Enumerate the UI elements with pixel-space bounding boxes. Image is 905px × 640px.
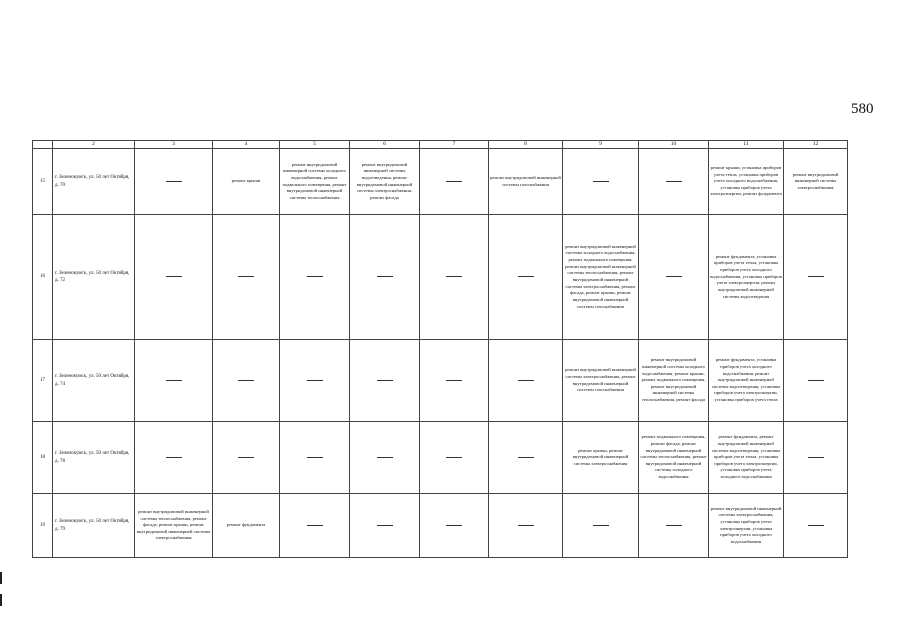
- dash-mark: [518, 525, 534, 526]
- empty-cell-dash: [280, 215, 350, 340]
- empty-cell-dash: [135, 215, 213, 340]
- work-cell: ремонт внутридомовой инженерной системы холодного водоснабжения, ремонт крыши, ремонт подвального помещения, ремонт внутридомовой инженерной системы теплоснабжения, ремонт фасада: [639, 340, 709, 422]
- column-header: 7: [420, 141, 489, 149]
- dash-mark: [307, 525, 323, 526]
- scan-edge-mark: [0, 594, 2, 606]
- empty-cell-dash: [784, 422, 848, 494]
- row-number: 15: [33, 149, 53, 215]
- empty-cell-dash: [135, 340, 213, 422]
- dash-mark: [446, 457, 462, 458]
- empty-cell-dash: [420, 149, 489, 215]
- table-row: [33, 215, 848, 340]
- empty-cell-dash: [784, 494, 848, 558]
- dash-mark: [808, 380, 824, 381]
- dash-mark: [518, 276, 534, 277]
- dash-mark: [377, 457, 393, 458]
- empty-cell-dash: [639, 149, 709, 215]
- column-header: 8: [489, 141, 563, 149]
- work-cell: ремонт внутридомовой инженерной системы газоснабжения: [489, 149, 563, 215]
- empty-cell-dash: [213, 422, 280, 494]
- work-cell: ремонт внутридомовой инженерной системы электроснабжения: [784, 149, 848, 215]
- work-cell: ремонт внутридомовой инженерной системы холодного водоснабжения, ремонт подвального помещения, ремонт внутридомовой инженерной системы теплоснабжения: [280, 149, 350, 215]
- dash-mark: [808, 525, 824, 526]
- empty-cell-dash: [350, 422, 420, 494]
- table-row: [33, 494, 848, 558]
- dash-mark: [808, 276, 824, 277]
- table-row: [33, 422, 848, 494]
- dash-mark: [446, 181, 462, 182]
- scan-edge-mark: [0, 572, 2, 584]
- empty-cell-dash: [489, 494, 563, 558]
- work-cell: ремонт внутридомовой инженерной системы электроснабжения, установка приборов учета электроэнергии, установка приборов учета холодного водоснабжения: [709, 494, 784, 558]
- empty-cell-dash: [420, 215, 489, 340]
- repair-schedule-table: [32, 140, 848, 558]
- empty-cell-dash: [420, 422, 489, 494]
- empty-cell-dash: [213, 215, 280, 340]
- dash-mark: [446, 276, 462, 277]
- empty-cell-dash: [563, 149, 639, 215]
- table-row: [33, 149, 848, 215]
- dash-mark: [377, 380, 393, 381]
- empty-cell-dash: [350, 494, 420, 558]
- column-header: 4: [213, 141, 280, 149]
- empty-cell-dash: [784, 215, 848, 340]
- dash-mark: [446, 525, 462, 526]
- empty-cell-dash: [563, 494, 639, 558]
- column-header: 2: [53, 141, 135, 149]
- address-cell: г. Зеленокумск, ул. 50 лет Октября, д. 70: [53, 149, 135, 215]
- work-cell: ремонт фундамента, установка приборов учета тепла, установка приборов учета холодного водоснабжения, установка приборов учета электроэнергии, ремонт внутридомовой инженерной системы водоотведения: [709, 215, 784, 340]
- dash-mark: [666, 181, 682, 182]
- dash-mark: [666, 276, 682, 277]
- column-header: 12: [784, 141, 848, 149]
- dash-mark: [166, 380, 182, 381]
- column-header: 5: [280, 141, 350, 149]
- dash-mark: [238, 276, 254, 277]
- dash-mark: [446, 380, 462, 381]
- empty-cell-dash: [350, 215, 420, 340]
- work-cell: ремонт подвального помещения, ремонт фасада, ремонт внутридомовой инженерной системы теплоснабжения, ремонт внутридомовой инженерной системы холодного водоснабжения: [639, 422, 709, 494]
- dash-mark: [307, 457, 323, 458]
- empty-cell-dash: [280, 340, 350, 422]
- empty-cell-dash: [420, 494, 489, 558]
- work-cell: ремонт фундамента, ремонт внутридомовой инженерной системы водоотведения, установка приборов учета тепла, установка приборов учета электроэнергии, установка приборов учета холодного водоснабжения: [709, 422, 784, 494]
- dash-mark: [593, 181, 609, 182]
- dash-mark: [166, 276, 182, 277]
- dash-mark: [166, 457, 182, 458]
- empty-cell-dash: [280, 422, 350, 494]
- empty-cell-dash: [639, 215, 709, 340]
- empty-cell-dash: [489, 215, 563, 340]
- dash-mark: [593, 525, 609, 526]
- work-cell: ремонт крыши: [213, 149, 280, 215]
- empty-cell-dash: [135, 422, 213, 494]
- row-number: 18: [33, 422, 53, 494]
- row-number: 19: [33, 494, 53, 558]
- dash-mark: [518, 457, 534, 458]
- dash-mark: [518, 380, 534, 381]
- empty-cell-dash: [639, 494, 709, 558]
- row-number: 17: [33, 340, 53, 422]
- dash-mark: [377, 276, 393, 277]
- page-number: 580: [851, 101, 874, 117]
- address-cell: г. Зеленокумск, ул. 50 лет Октября, д. 79: [53, 494, 135, 558]
- work-cell: ремонт фундамента, установка приборов учета холодного водоснабжения, ремонт внутридомовой инженерной системы водоотведения, установка приборов учета электроэнергии, установка приборов учета тепла: [709, 340, 784, 422]
- dash-mark: [307, 380, 323, 381]
- dash-mark: [307, 276, 323, 277]
- work-cell: ремонт крыши, установка приборов учета тепла, установка приборов учета холодного водоснабжения, установка приборов учета электроэнергии, ремонт фундамента: [709, 149, 784, 215]
- work-cell: ремонт внутридомовой инженерной системы теплоснабжения, ремонт фасада, ремонт крыши, ремонт внутридомовой инженерной системы электроснабжения: [135, 494, 213, 558]
- address-cell: г. Зеленокумск, ул. 50 лет Октября, д. 74: [53, 340, 135, 422]
- empty-cell-dash: [350, 340, 420, 422]
- work-cell: ремонт внутридомовой инженерной системы водоотведения, ремонт внутридомовой инженерной системы электроснабжения, ремонт фасада: [350, 149, 420, 215]
- column-header: 3: [135, 141, 213, 149]
- work-cell: ремонт фундамента: [213, 494, 280, 558]
- column-header: 6: [350, 141, 420, 149]
- dash-mark: [166, 181, 182, 182]
- empty-cell-dash: [489, 340, 563, 422]
- column-header: 11: [709, 141, 784, 149]
- column-header: 10: [639, 141, 709, 149]
- dash-mark: [377, 525, 393, 526]
- row-number: 16: [33, 215, 53, 340]
- column-header: [33, 141, 53, 149]
- work-cell: ремонт крыши, ремонт внутридомовой инженерной системы электроснабжения: [563, 422, 639, 494]
- empty-cell-dash: [135, 149, 213, 215]
- column-header: 9: [563, 141, 639, 149]
- work-cell: ремонт внутридомовой инженерной системы электроснабжения, ремонт внутридомовой инженерной системы газоснабжения: [563, 340, 639, 422]
- address-cell: г. Зеленокумск, ул. 50 лет Октября, д. 72: [53, 215, 135, 340]
- empty-cell-dash: [420, 340, 489, 422]
- dash-mark: [238, 457, 254, 458]
- dash-mark: [808, 457, 824, 458]
- empty-cell-dash: [213, 340, 280, 422]
- empty-cell-dash: [784, 340, 848, 422]
- table-row: [33, 340, 848, 422]
- dash-mark: [238, 380, 254, 381]
- address-cell: г. Зеленокумск, ул. 50 лет Октября, д. 78: [53, 422, 135, 494]
- dash-mark: [666, 525, 682, 526]
- empty-cell-dash: [489, 422, 563, 494]
- header-row: [33, 141, 848, 149]
- empty-cell-dash: [280, 494, 350, 558]
- work-cell: ремонт внутридомовой инженерной системы холодного водоснабжения, ремонт подвального помещения, ремонт внутридомовой инженерной системы теплоснабжения, ремонт внутридомовой инженерной системы электроснабжения, ремонт фасада, ремонт крыши, ремонт внутридомовой инженерной системы газоснабжения: [563, 215, 639, 340]
